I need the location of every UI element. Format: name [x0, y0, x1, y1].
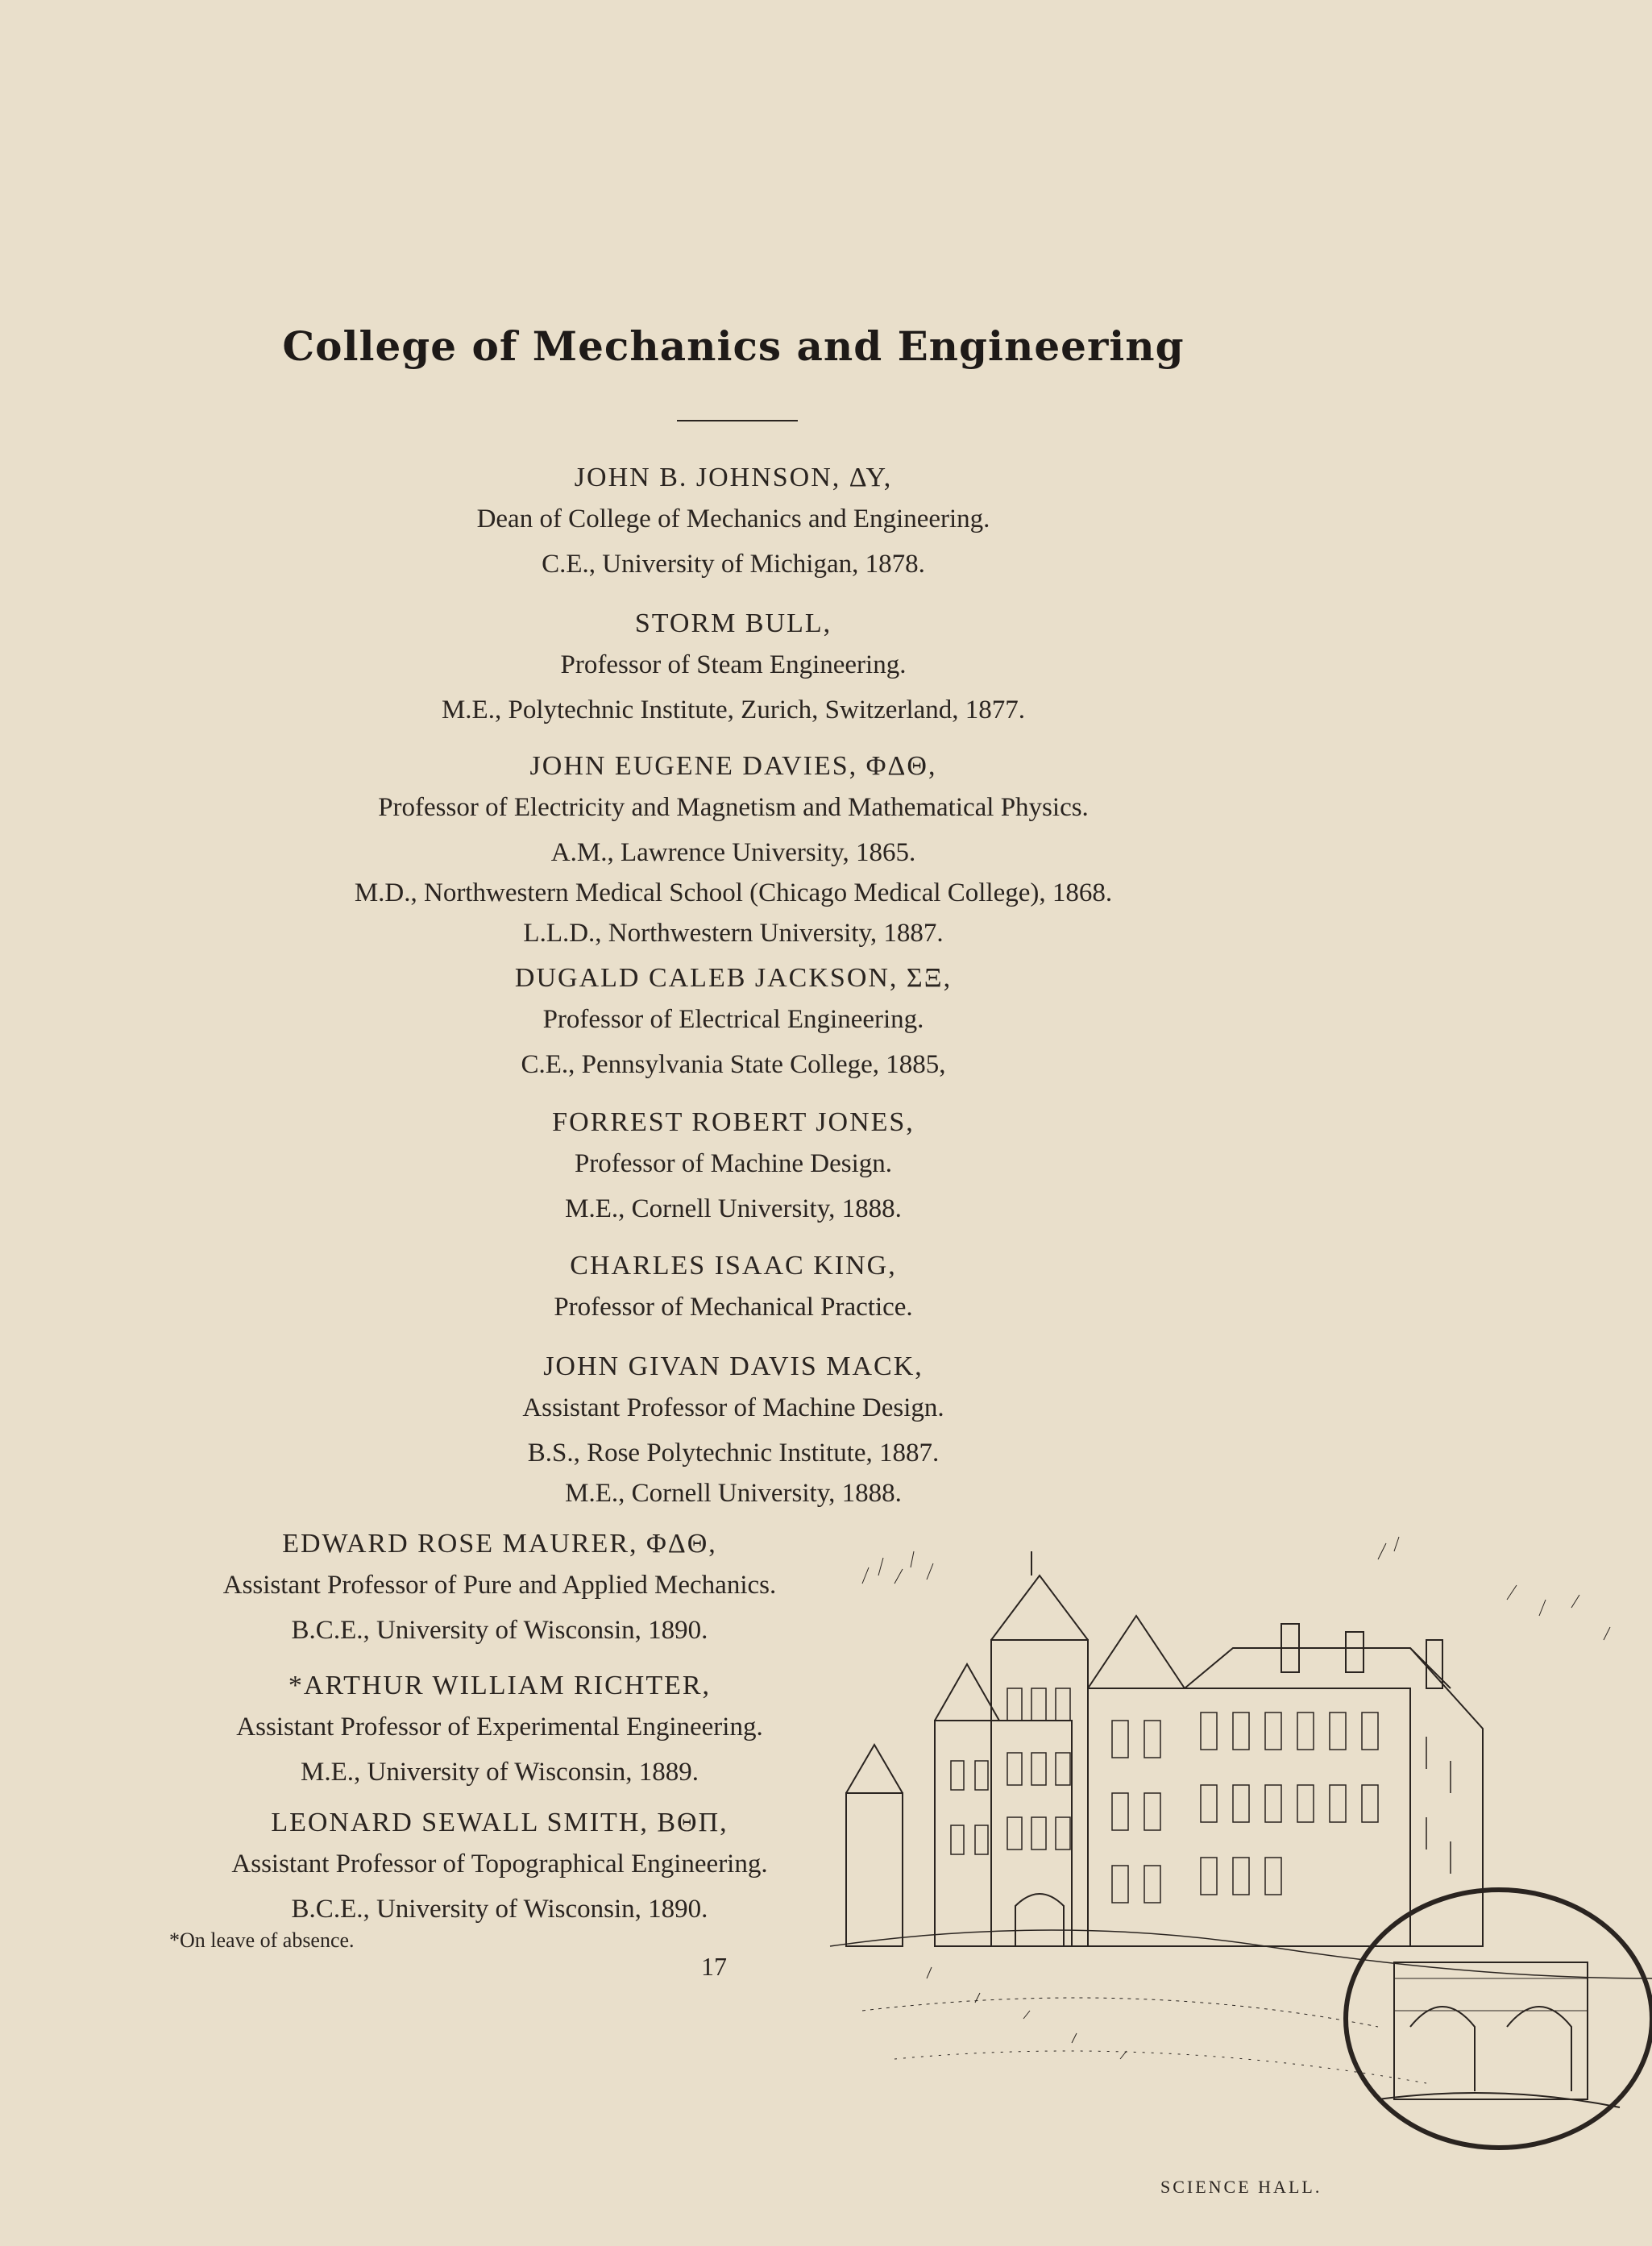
faculty-name: DUGALD CALEB JACKSON, ΣΞ, — [514, 963, 953, 993]
faculty-entry — [145, 1523, 854, 1650]
faculty-title: Assistant Professor of Pure and Applied Mechanics. — [222, 1571, 777, 1600]
faculty-title: Professor of Electrical Engineering. — [542, 1005, 924, 1034]
faculty-entry — [0, 957, 1467, 1085]
faculty-entry — [145, 1665, 854, 1792]
faculty-title: Professor of Electricity and Magnetism and Mathematical Physics. — [378, 793, 1089, 822]
faculty-degree: C.E., Pennsylvania State College, 1885, — [521, 1050, 946, 1079]
faculty-name: STORM BULL, — [634, 608, 832, 638]
faculty-entry — [0, 745, 1467, 953]
faculty-name: FORREST ROBERT JONES, — [552, 1107, 915, 1137]
faculty-title: Professor of Steam Engineering. — [560, 650, 907, 679]
faculty-entry — [0, 1102, 1467, 1229]
faculty-title: Assistant Professor of Experimental Engineering. — [236, 1713, 763, 1742]
science-hall-illustration — [814, 1527, 1652, 2172]
faculty-name: EDWARD ROSE MAURER, ΦΔΘ, — [282, 1529, 717, 1559]
faculty-degree: M.E., Cornell University, 1888. — [565, 1194, 902, 1223]
faculty-name: *ARTHUR WILLIAM RICHTER, — [288, 1671, 712, 1700]
faculty-degree: L.L.D., Northwestern University, 1887. — [523, 919, 944, 948]
faculty-degree: B.C.E., University of Wisconsin, 1890. — [291, 1616, 708, 1645]
faculty-degree: M.D., Northwestern Medical School (Chicago Medical College), 1868. — [354, 878, 1113, 907]
faculty-title: Assistant Professor of Machine Design. — [522, 1393, 944, 1422]
faculty-title: Professor of Mechanical Practice. — [554, 1293, 913, 1322]
faculty-entry — [0, 1245, 1467, 1327]
faculty-degree: B.S., Rose Polytechnic Institute, 1887. — [527, 1439, 940, 1468]
faculty-entry — [0, 1346, 1467, 1513]
faculty-degree: M.E., University of Wisconsin, 1889. — [301, 1758, 699, 1787]
faculty-name: LEONARD SEWALL SMITH, ΒΘΠ, — [271, 1808, 728, 1837]
faculty-name: JOHN EUGENE DAVIES, ΦΔΘ, — [529, 751, 937, 781]
faculty-name: CHARLES ISAAC KING, — [570, 1251, 897, 1281]
footnote: *On leave of absence. — [169, 1928, 355, 1952]
faculty-degree: M.E., Cornell University, 1888. — [565, 1479, 902, 1508]
title-divider — [677, 420, 798, 421]
faculty-title: Dean of College of Mechanics and Engineering. — [476, 504, 990, 533]
faculty-name: JOHN GIVAN DAVIS MACK, — [543, 1351, 924, 1381]
illustration-caption: SCIENCE HALL. — [1160, 2177, 1322, 2197]
faculty-degree: C.E., University of Michigan, 1878. — [542, 550, 925, 579]
faculty-title: Assistant Professor of Topographical Engineering. — [231, 1850, 768, 1879]
faculty-entry — [145, 1802, 854, 1929]
faculty-title: Professor of Machine Design. — [574, 1149, 893, 1178]
faculty-degree: M.E., Polytechnic Institute, Zurich, Switzerland, 1877. — [441, 695, 1026, 724]
faculty-degree: B.C.E., University of Wisconsin, 1890. — [291, 1895, 708, 1924]
page-title: College of Mechanics and Engineering — [282, 322, 1185, 370]
page-number: 17 — [701, 1952, 727, 1981]
faculty-entry — [0, 457, 1467, 584]
faculty-name: JOHN B. JOHNSON, ΔΥ, — [574, 463, 893, 492]
faculty-entry — [0, 603, 1467, 730]
faculty-degree: A.M., Lawrence University, 1865. — [550, 838, 916, 867]
